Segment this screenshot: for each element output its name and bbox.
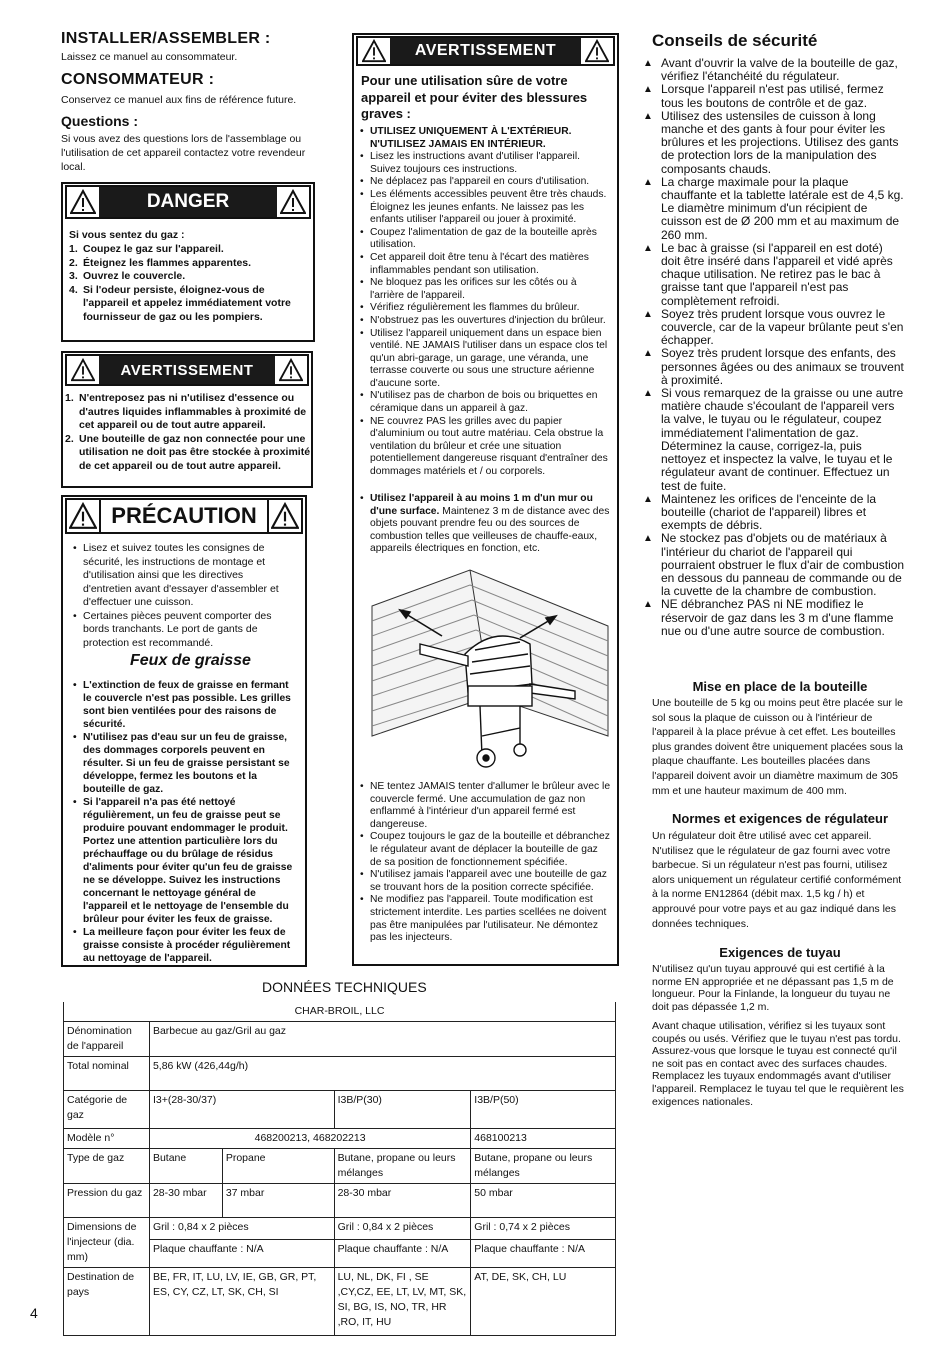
table-cell: Barbecue au gaz/Gril au gaz <box>149 1022 615 1057</box>
warning-triangle-icon <box>67 500 99 532</box>
table-cell: Gril : 0,84 x 2 pièces <box>334 1218 471 1240</box>
warning-mid-list <box>360 126 612 479</box>
grease-fire-item: • Si l'appareil n'a pas été nettoyé régulièrement, un feu de graisse peut se produire pouvant endommager le produit. Portez une attention particulière lors du préchauffage ou du brûlage de résidus d'aliments pour éviter qu'un feu de graisse ne se développe. Suivez les instructions concernant le nettoyage général de l'appareil et le nettoyage de l'ensemble du brûleur pour éviter les feux de graisse. <box>73 796 299 926</box>
consumer-title: CONSOMMATEUR : <box>61 71 215 88</box>
warning-mid-item: • N'obstruez pas les ouvertures d'injection du brûleur. <box>360 315 612 328</box>
safety-item: ▲ Lorsque l'appareil n'est pas utilisé, fermez tous les boutons de contrôle et de gaz. <box>643 83 905 109</box>
table-cell: I3B/P(30) <box>334 1091 471 1129</box>
grease-fire-list <box>73 679 299 965</box>
table-cell: Butane, propane ou leurs mélanges <box>334 1149 471 1184</box>
questions-text: Si vous avez des questions lors de l'assemblage ou l'utilisation de cet appareil contactez votre revendeur local. <box>61 133 306 173</box>
row-label: Modèle n° <box>64 1129 150 1149</box>
warning-left-label: AVERTISSEMENT <box>99 356 275 384</box>
table-cell: Plaque chauffante : N/A <box>471 1240 616 1268</box>
danger-item: 2. Éteignez les flammes apparentes. <box>69 256 252 269</box>
table-cell: 28-30 mbar <box>334 1184 471 1218</box>
safety-item: ▲ Si vous remarquez de la graisse ou une autre matière chaude s'écoulant de l'appareil vers la valve, le tuyau ou le régulateur, coupez immédiatement l'alimentation de gaz. Déterminez la cause, corrigez-la, puis nettoyez et inspectez la valve, le tuyau et le régulateur avant de continuer. Effectuez un test de fuite. <box>643 387 905 493</box>
warning-mid-heading: Pour une utilisation sûre de votre appareil et pour éviter des blessures graves : <box>361 73 588 121</box>
table-cell: 5,86 kW (426,44g/h) <box>149 1057 615 1091</box>
table-cell: I3+(28-30/37) <box>149 1091 334 1129</box>
warning-mid-item: • NE couvrez PAS les grilles avec du papier d'aluminium ou tout autre matériau. Cela obstrue la ventilation du brûleur et crée une situation potentiellement dangereuse risquant d'entraîner des dommages matériels et / ou corporels. <box>360 416 612 479</box>
safety-item: ▲ Le bac à graisse (si l'appareil en est doté) doit être inséré dans l'appareil et vidé après chaque utilisation. Ne retirez pas le bac à graisse tant que l'appareil n'est pas complètement refroidi. <box>643 242 905 308</box>
warning-mid-item: • UTILISEZ UNIQUEMENT À L'EXTÉRIEUR. N'UTILISEZ JAMAIS EN INTÉRIEUR. <box>360 126 612 151</box>
warning-triangle-icon <box>277 187 309 217</box>
warning-mid-item: • N'utilisez jamais l'appareil avec une bouteille de gaz se trouvant hors de la position correcte spécifiée. <box>360 869 612 894</box>
table-row <box>64 1149 616 1184</box>
safety-item: ▲ Ne stockez pas d'objets ou de matériaux à l'intérieur du chariot de l'appareil qui pourraient obstruer le flux d'air de combustion en dessous du panneau de commande ou de la cuvette de la chambre de combustion. <box>643 532 905 598</box>
warning-triangle-icon <box>581 38 613 64</box>
installer-title: INSTALLER/ASSEMBLER : <box>61 30 271 47</box>
grease-fire-item: • N'utilisez pas d'eau sur un feu de graisse, des dommages corporels peuvent en résulter. Si un feu de graisse persistant se développe, fermez les boutons et la bouteille de gaz. <box>73 731 299 796</box>
row-label: Total nominal <box>64 1057 150 1091</box>
consumer-text: Conservez ce manuel aux fins de référence future. <box>61 94 297 106</box>
table-row <box>64 1218 616 1240</box>
table-cell: 468100213 <box>471 1129 616 1149</box>
safety-item: ▲ Soyez très prudent lorsque vous ouvrez le couvercle, car de la vapeur brûlante peut s'en échapper. <box>643 308 905 348</box>
caution-label: PRÉCAUTION <box>99 500 269 532</box>
danger-item: 1. Coupez le gaz sur l'appareil. <box>69 243 224 255</box>
warning-mid-banner <box>356 36 615 66</box>
table-cell: I3B/P(50) <box>471 1091 616 1129</box>
danger-item: 3. Ouvrez le couvercle. <box>69 270 186 282</box>
warning-mid-item: • Coupez l'alimentation de gaz de la bouteille après utilisation. <box>360 227 612 252</box>
table-cell: AT, DE, SK, CH, LU <box>471 1268 616 1336</box>
warning-mid-item: • Utilisez l'appareil uniquement dans un espace bien ventilé. NE JAMAIS l'utiliser dans un espace clos tel qu'un abri-garage, un garage, une véranda, une terrasse couverte ou sous une structure aérienne d'aucune sorte. <box>360 328 612 391</box>
safety-item: ▲ Soyez très prudent lorsque des enfants, des personnes âgées ou des animaux se trouvent à proximité. <box>643 347 905 387</box>
distance-note-list <box>360 493 612 556</box>
tech-data-title: DONNÉES TECHNIQUES <box>262 979 427 995</box>
warning-mid-item: • Lisez les instructions avant d'utiliser l'appareil. Suivez toujours ces instructions. <box>360 151 612 176</box>
danger-item: 4. Si l'odeur persiste, éloignez-vous de l'appareil et appelez immédiatement votre fournisseur de gaz ou les pompiers. <box>69 283 291 323</box>
safety-item: ▲ Avant d'ouvrir la valve de la bouteille de gaz, vérifiez l'étanchéité du régulateur. <box>643 57 905 83</box>
warning-triangle-icon <box>358 38 390 64</box>
warning-mid-item: • NE tentez JAMAIS tenter d'allumer le brûleur avec le couvercle fermé. Une accumulation de gaz non enflammé à l'intérieur d'un appareil fermé est dangereuse. <box>360 781 612 831</box>
grease-fire-item: • L'extinction de feux de graisse en fermant le couvercle n'est pas possible. Les grilles sont bien ventilées pour des raisons de sécurité. <box>73 679 299 731</box>
warning-left-list <box>65 392 311 473</box>
caution-list <box>73 542 288 650</box>
questions-title: Questions : <box>61 113 139 129</box>
row-label: Catégorie de gaz <box>64 1091 150 1129</box>
warning-left-item: 1. N'entreposez pas ni n'utilisez d'essence ou d'autres liquides inflammables à proximité de cet appareil ou de tout autre appareil. <box>65 392 307 431</box>
safety-item: ▲ Maintenez les orifices de l'enceinte de la bouteille (chariot de l'appareil) libres et exempts de débris. <box>643 493 905 533</box>
warning-mid-item: • Cet appareil doit être tenu à l'écart des matières inflammables pendant son utilisation. <box>360 252 612 277</box>
danger-label: DANGER <box>99 187 277 217</box>
warning-triangle-icon <box>67 187 99 217</box>
warning-triangle-icon <box>269 500 301 532</box>
table-row <box>64 1091 616 1129</box>
warning-mid-item: • Ne bloquez pas les orifices sur les côtés ou à l'arrière de l'appareil. <box>360 277 612 302</box>
installer-text: Laissez ce manuel au consommateur. <box>61 51 238 63</box>
table-cell: 468200213, 468202213 <box>149 1129 470 1149</box>
warning-mid-item: • Vérifiez régulièrement les flammes du brûleur. <box>360 302 612 315</box>
table-cell: Plaque chauffante : N/A <box>334 1240 471 1268</box>
danger-intro: Si vous sentez du gaz : <box>69 229 185 241</box>
safety-item: ▲ La charge maximale pour la plaque chauffante et la tablette latérale est de 4,5 kg. Le diamètre minimum d'un récipient de cuisson est de Ø 200 mm et au maximum de 260 mm. <box>643 176 905 242</box>
table-cell: 50 mbar <box>471 1184 616 1218</box>
tech-data-table <box>63 1002 616 1336</box>
caution-item: • Lisez et suivez toutes les consignes de sécurité, les instructions de montage et d'utilisation ainsi que les directives d'entretien avant d'essayer d'assembler et d'effectuer une cuisson. <box>73 542 288 610</box>
regulator-title: Normes et exigences de régulateur <box>671 811 889 826</box>
caution-item: • Certaines pièces peuvent comporter des bords tranchants. Le port de gants de protection est recommandé. <box>73 610 288 651</box>
regulator-text: Un régulateur doit être utilisé avec cet appareil. N'utilisez que le régulateur de gaz fourni avec votre barbecue. Si un régulateur n'est pas fourni, utilisez alors uniquement un régulateur certifié conformément à la norme EN12864 (débit max. 1,5 kg / h) et approuvé pour votre pays et au gaz indiqué dans les données techniques. <box>652 830 902 930</box>
table-cell: Butane, propane ou leurs mélanges <box>471 1149 616 1184</box>
warning-mid-item: • Les éléments accessibles peuvent être très chauds. Éloignez les jeunes enfants. Ne laissez pas les enfants utiliser l'appareil ou jouer à proximité. <box>360 189 612 227</box>
warning-triangle-icon <box>67 356 99 384</box>
safety-item: ▲ Utilisez des ustensiles de cuisson à long manche et des gants à four pour éviter les brûlures et les projections. Utilisez des gants de protection lors de la manipulation des composants chauds. <box>643 110 905 176</box>
row-label: Dimensions de l'injecteur (dia. mm) <box>64 1218 150 1268</box>
distance-note: • Utilisez l'appareil à au moins 1 m d'un mur ou d'une surface. Maintenez 3 m de distance avec des objets pouvant prendre feu ou des sources de combustion telles que veilleuses de chauffe-eaux, appareils électriques en fonction, etc. <box>360 493 612 556</box>
table-cell: Gril : 0,84 x 2 pièces <box>149 1218 334 1240</box>
table-cell: Plaque chauffante : N/A <box>149 1240 334 1268</box>
table-cell: LU, NL, DK, FI , SE ,CY,CZ, EE, LT, LV, MT, SK, SI, BG, IS, NO, TR, HR ,RO, IT, HU <box>334 1268 471 1336</box>
hose-title: Exigences de tuyau <box>719 945 841 960</box>
bottle-text: Une bouteille de 5 kg ou moins peut être placée sur le sol sous la plaque de cuisson ou à l'intérieur de l'appareil à la place prévue à cet effet. Les bouteilles plus grandes doivent être uniquement placées sous la plaque chauffante. Les bouteilles placées dans l'appareil doivent avoir un diamètre maximum de 305 mm et une hauteur maximum de 400 mm. <box>652 697 903 797</box>
danger-banner <box>65 185 311 219</box>
table-row <box>64 1129 616 1149</box>
table-row <box>64 1002 616 1022</box>
table-cell: 28-30 mbar <box>149 1184 222 1218</box>
danger-list <box>69 243 309 324</box>
safety-title: Conseils de sécurité <box>652 31 818 50</box>
table-row <box>64 1268 616 1336</box>
safety-list <box>643 57 905 638</box>
warning-left-banner <box>65 354 309 386</box>
grease-fire-title: Feux de graisse <box>130 652 251 669</box>
warning-triangle-icon <box>275 356 307 384</box>
hose-text-1: N'utilisez qu'un tuyau approuvé qui est certifié à la norme EN appropriée et ne dépassant pas 1,5 m de longueur. Pour la Finlande, la longueur du tuyau ne doit pas dépassée 1,2 m. <box>652 963 894 1013</box>
bottle-title: Mise en place de la bouteille <box>692 679 868 694</box>
table-cell: Gril : 0,74 x 2 pièces <box>471 1218 616 1240</box>
row-label: Pression du gaz <box>64 1184 150 1218</box>
page-number: 4 <box>30 1305 38 1321</box>
warning-mid-bottom-list <box>360 781 612 945</box>
table-row <box>64 1184 616 1218</box>
table-cell: BE, FR, IT, LU, LV, IE, GB, GR, PT, ES, CY, CZ, LT, SK, CH, SI <box>149 1268 334 1336</box>
warning-left-item: 2. Une bouteille de gaz non connectée pour une utilisation ne doit pas être stockée à proximité de cet appareil ou de tout autre appareil. <box>65 432 311 472</box>
table-cell: 37 mbar <box>222 1184 334 1218</box>
warning-mid-item: • Ne déplacez pas l'appareil en cours d'utilisation. <box>360 176 612 189</box>
table-cell: Propane <box>222 1149 334 1184</box>
brand-cell: CHAR-BROIL, LLC <box>64 1002 616 1022</box>
hose-text-2: Avant chaque utilisation, vérifiez si les tuyaux sont coupés ou usés. Vérifiez que le tuyau n'est pas tordu. Assurez-vous que lorsque le tuyau est connecté qu'il ne soit pas en contact avec des surfaces chaudes. Remplacez les tuyaux endommagés avant d'utiliser l'appareil. Remplacez le tuyau tel que le requièrent les exigences nationales. <box>652 1020 904 1108</box>
row-label: Type de gaz <box>64 1149 150 1184</box>
warning-mid-item: • Coupez toujours le gaz de la bouteille et débranchez le régulateur avant de déplacer la bouteille de gaz de sa position de fonctionnement spécifiée. <box>360 831 612 869</box>
warning-mid-item: • N'utilisez pas de charbon de bois ou briquettes en céramique dans un appareil à gaz. <box>360 390 612 415</box>
safety-item: ▲ NE débranchez PAS ni NE modifiez le réservoir de gaz dans les 3 m d'une flamme nue ou d'une autre source de combustion. <box>643 598 905 638</box>
row-label: Dénomination de l'appareil <box>64 1022 150 1057</box>
table-cell: Butane <box>149 1149 222 1184</box>
warning-mid-item: • Ne modifiez pas l'appareil. Toute modification est strictement interdite. Les parties scellées ne doivent pas être manipulées par l'utilisateur. Ne démontez pas les injecteurs. <box>360 894 612 944</box>
grill-illustration <box>370 566 610 781</box>
table-row <box>64 1057 616 1091</box>
warning-mid-label: AVERTISSEMENT <box>390 38 581 64</box>
table-row <box>64 1022 616 1057</box>
grease-fire-item: • La meilleure façon pour éviter les feux de graisse consiste à procéder régulièrement au nettoyage de l'appareil. <box>73 926 299 965</box>
caution-banner <box>65 498 303 534</box>
row-label: Destination de pays <box>64 1268 150 1336</box>
